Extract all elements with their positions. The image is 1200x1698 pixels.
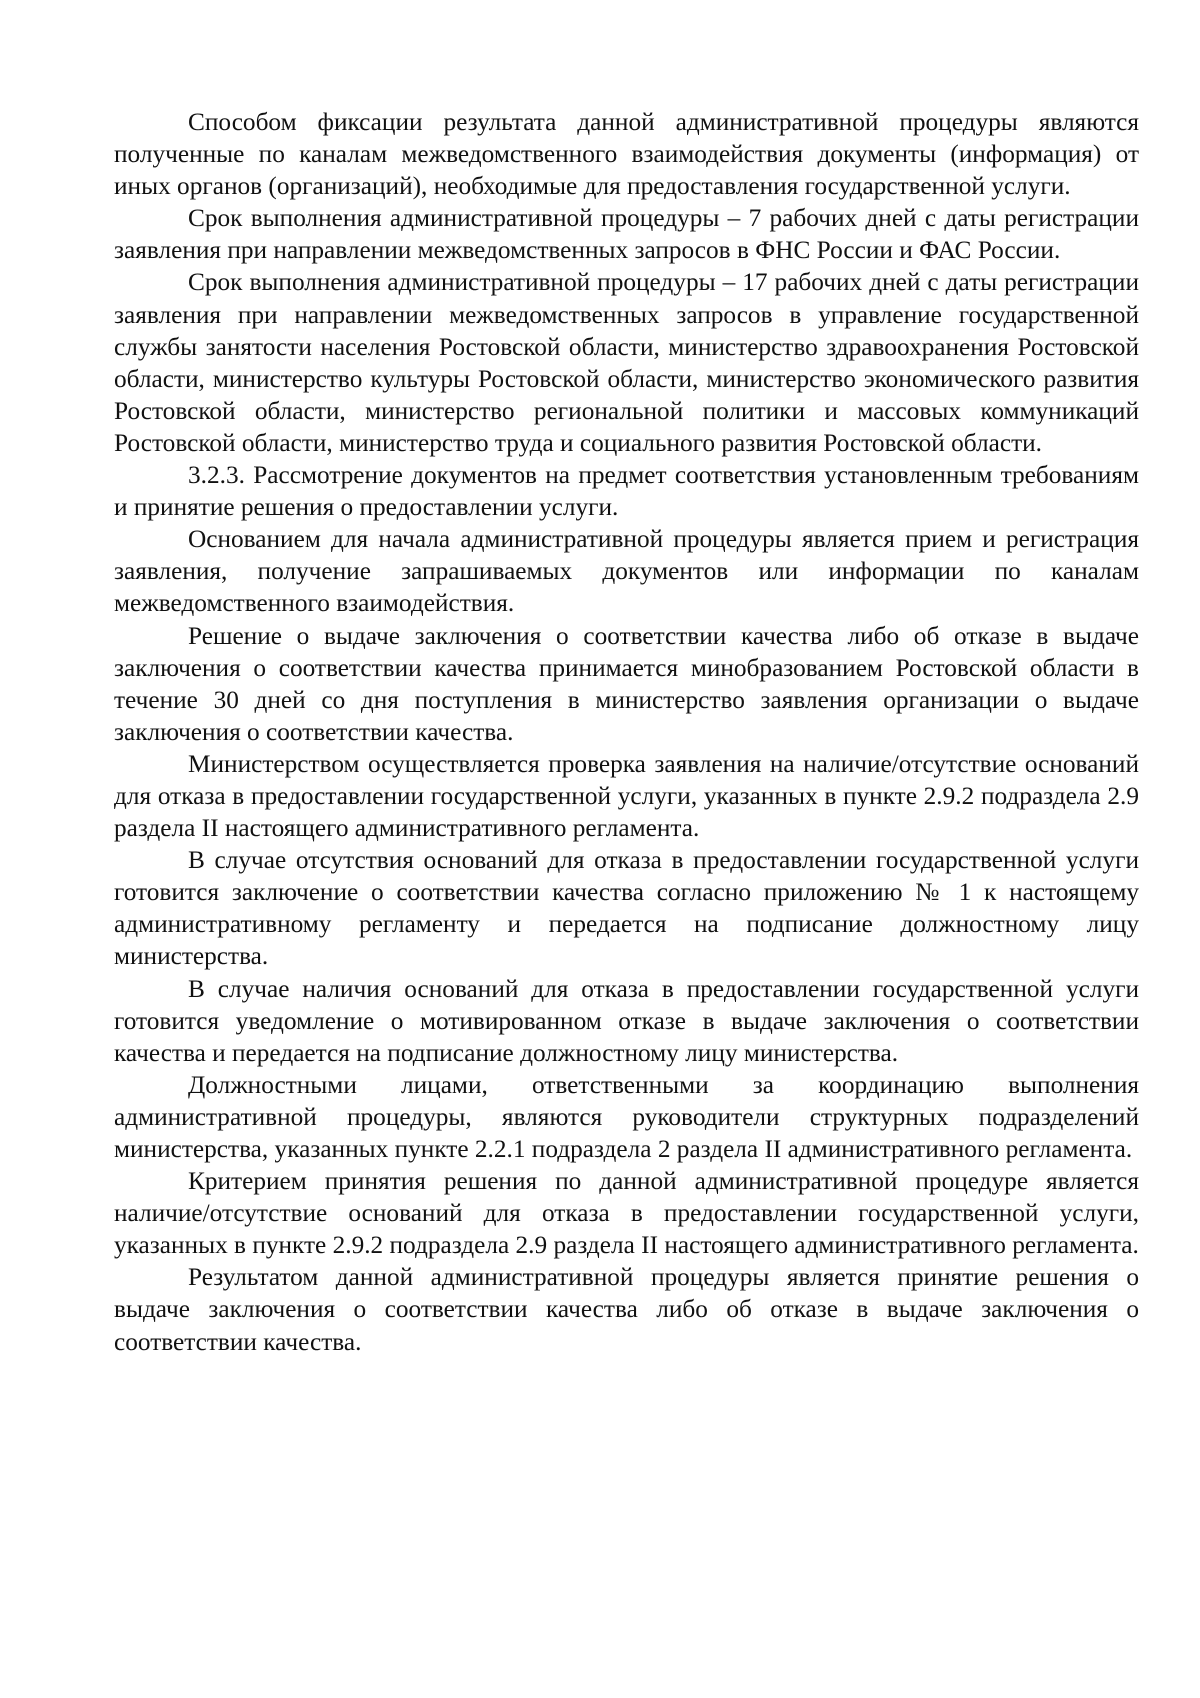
paragraph-no-refusal-grounds: В случае отсутствия оснований для отказа в предоставлении государственной услуги готовится заключение о соответствии качества согласно приложению № 1 к настоящему административному регламенту и передается на подписание должностному лицу министерства. xyxy=(114,846,1139,971)
paragraph-refusal-grounds: В случае наличия оснований для отказа в предоставлении государственной услуги готовится уведомление о мотивированном отказе в выдаче заключения о соответствии качества и передается на подписание должностному лицу министерства. xyxy=(114,974,1139,1067)
paragraph-procedure-basis: Основанием для начала административной процедуры является прием и регистрация заявления, получение запрашиваемых документов или информации по каналам межведомственного взаимодействия. xyxy=(114,525,1139,618)
paragraph-fixation-method: Способом фиксации результата данной административной процедуры являются полученные по каналам межведомственного взаимодействия документы (информация) от иных органов (организаций), необходимые для предоставления государственной услуги. xyxy=(114,108,1139,201)
document-body xyxy=(114,106,1139,1358)
paragraph-procedure-result: Результатом данной административной процедуры является принятие решения о выдаче заключения о соответствии качества либо об отказе в выдаче заключения о соответствии качества. xyxy=(114,1263,1139,1356)
paragraph-decision-timeframe: Решение о выдаче заключения о соответствии качества либо об отказе в выдаче заключения о соответствии качества принимается минобразованием Ростовской области в течение 30 дней со дня поступления в министерство заявления организации о выдаче заключения о соответствии качества. xyxy=(114,621,1139,746)
paragraph-decision-criterion: Критерием принятия решения по данной административной процедуре является наличие/отсутствие оснований для отказа в предоставлении государственной услуги, указанных в пункте 2.9.2 подраздела 2.9 раздела II настоящего административного регламента. xyxy=(114,1167,1139,1260)
paragraph-deadline-7-days: Срок выполнения административной процедуры – 7 рабочих дней с даты регистрации заявления при направлении межведомственных запросов в ФНС России и ФАС России. xyxy=(114,204,1139,265)
paragraph-ministry-check: Министерством осуществляется проверка заявления на наличие/отсутствие оснований для отказа в предоставлении государственной услуги, указанных в пункте 2.9.2 подраздела 2.9 раздела II настоящего административного регламента. xyxy=(114,749,1139,843)
paragraph-deadline-17-days: Срок выполнения административной процедуры – 17 рабочих дней с даты регистрации заявления при направлении межведомственных запросов в управление государственной службы занятости населения Ростовской области, министерство здравоохранения Ростовской области, министерство культуры Ростовской области, министерство экономического развития Ростовской области, министерство региональной политики и массовых коммуникаций Ростовской области, министерство труда и социального развития Ростовской области. xyxy=(114,268,1139,457)
paragraph-responsible-officials: Должностными лицами, ответственными за координацию выполнения административной процедуры, являются руководители структурных подразделений министерства, указанных пункте 2.2.1 подраздела 2 раздела II административного регламента. xyxy=(114,1070,1139,1163)
section-heading-3-2-3: 3.2.3. Рассмотрение документов на предмет соответствия установленным требованиям и принятие решения о предоставлении услуги. xyxy=(114,461,1139,522)
